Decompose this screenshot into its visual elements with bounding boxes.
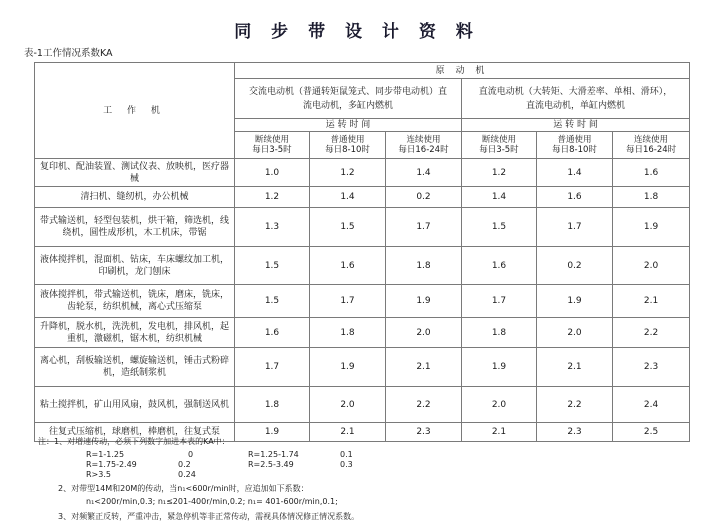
ka-value: 2.1 xyxy=(613,285,690,318)
machine-name: 液体搅拌机，带式输送机，铣床，磨床，铣床，齿轮泵，纺织机械，离心式压缩泵 xyxy=(35,285,235,318)
note-3: 3、对频繁正反转，严重冲击，紧急停机等非正常传动，需视具体情况修正情况系数。 xyxy=(58,512,360,521)
ka-value: 1.9 xyxy=(386,285,462,318)
note-2-detail: n₁<200r/min,0.3; n₁≤201-400r/min,0.2; n₁= 401-600r/min,0.1; xyxy=(86,497,338,506)
ka-value: 1.7 xyxy=(386,208,462,247)
ka-value: 1.6 xyxy=(310,247,386,285)
ka-value: 1.4 xyxy=(310,187,386,208)
ka-value: 1.7 xyxy=(235,348,310,387)
ka-value: 1.9 xyxy=(310,348,386,387)
usage-normal-dc: 普通使用 每日8-10时 xyxy=(537,132,613,159)
table-row xyxy=(35,247,690,285)
ka-value: 2.0 xyxy=(310,387,386,423)
running-time-header-dc: 运 转 时 间 xyxy=(462,119,690,132)
ka-value: 2.3 xyxy=(386,423,462,442)
ratio-value: 0.3 xyxy=(340,460,353,469)
ka-value: 2.0 xyxy=(537,318,613,348)
ratio-range: R=1.75-2.49 xyxy=(86,460,137,469)
ka-value: 1.5 xyxy=(235,285,310,318)
ka-value: 2.3 xyxy=(613,348,690,387)
ka-value: 1.9 xyxy=(613,208,690,247)
ratio-value: 0.2 xyxy=(178,460,191,469)
ac-motor-header: 交流电动机（普通转矩鼠笼式、同步带电动机）直流电动机，多缸内燃机 xyxy=(235,79,462,119)
table-row xyxy=(35,348,690,387)
note-2: 2、对带型14M和20M的传动，当n₁<600r/min时，应追加如下系数： xyxy=(58,484,309,493)
usage-intermittent-ac: 断续使用 每日3-5时 xyxy=(235,132,310,159)
ratio-value: 0.24 xyxy=(178,470,196,479)
prime-mover-header: 原 动 机 xyxy=(235,63,690,79)
table-caption: 表-1工作情况系数KA xyxy=(24,48,113,59)
ka-value: 1.9 xyxy=(235,423,310,442)
ka-value: 1.7 xyxy=(462,285,537,318)
table-row xyxy=(35,187,690,208)
ratio-range: R>3.5 xyxy=(86,470,111,479)
ka-value: 1.4 xyxy=(386,159,462,187)
ka-value: 1.2 xyxy=(235,187,310,208)
machine-name: 粘土搅拌机，矿山用风扇，鼓风机，强制送风机 xyxy=(35,387,235,423)
usage-continuous-ac: 连续使用 每日16-24时 xyxy=(386,132,462,159)
ka-value: 1.9 xyxy=(537,285,613,318)
ka-value: 1.8 xyxy=(386,247,462,285)
ka-value: 2.1 xyxy=(310,423,386,442)
machine-name: 液体搅拌机，混面机、钻床，车床螺纹加工机，印刷机，龙门刨床 xyxy=(35,247,235,285)
ka-value: 1.0 xyxy=(235,159,310,187)
ka-value: 2.2 xyxy=(537,387,613,423)
machine-name: 清扫机、缝纫机，办公机械 xyxy=(35,187,235,208)
machine-name: 升降机，脱水机，洗洗机，发电机，排风机，起重机，激磁机，锯木机，纺织机械 xyxy=(35,318,235,348)
ratio-value: 0.1 xyxy=(340,450,353,459)
ka-value: 1.9 xyxy=(462,348,537,387)
table-row xyxy=(35,285,690,318)
ka-value: 2.1 xyxy=(462,423,537,442)
ka-value: 2.0 xyxy=(613,247,690,285)
ka-value: 1.2 xyxy=(462,159,537,187)
ka-value: 0.2 xyxy=(537,247,613,285)
ka-value: 1.4 xyxy=(537,159,613,187)
ka-value: 1.5 xyxy=(462,208,537,247)
machine-name: 离心机，刮板输送机，螺旋输送机，锤击式粉碎机，造纸制浆机 xyxy=(35,348,235,387)
ka-value: 1.3 xyxy=(235,208,310,247)
ka-value: 1.4 xyxy=(462,187,537,208)
dc-motor-header: 直流电动机（大转矩、大滑差率、单相、滑环），直流电动机，单缸内燃机 xyxy=(462,79,690,119)
ka-value: 2.1 xyxy=(537,348,613,387)
ka-value: 1.8 xyxy=(613,187,690,208)
ka-value: 2.4 xyxy=(613,387,690,423)
usage-continuous-dc: 连续使用 每日16-24时 xyxy=(613,132,690,159)
ka-value: 2.3 xyxy=(537,423,613,442)
ka-value: 1.7 xyxy=(310,285,386,318)
ka-value: 1.8 xyxy=(462,318,537,348)
ka-value: 2.0 xyxy=(462,387,537,423)
ka-value: 1.7 xyxy=(537,208,613,247)
ka-value: 1.6 xyxy=(462,247,537,285)
running-time-header-ac: 运 转 时 间 xyxy=(235,119,462,132)
usage-normal-ac: 普通使用 每日8-10时 xyxy=(310,132,386,159)
ka-value: 2.0 xyxy=(386,318,462,348)
machine-name: 复印机、配油装置、测试仪表、放映机，医疗器械 xyxy=(35,159,235,187)
ka-value: 0.2 xyxy=(386,187,462,208)
machine-name: 带式输送机，轻型包装机，烘干箱，筛选机，线绕机，圆性成形机，木工机床，带锯 xyxy=(35,208,235,247)
ka-value: 2.1 xyxy=(386,348,462,387)
page-title: 同 步 带 设 计 资 料 xyxy=(234,22,480,42)
ka-value: 1.6 xyxy=(235,318,310,348)
ratio-range: R=1-1.25 xyxy=(86,450,125,459)
ka-value: 2.5 xyxy=(613,423,690,442)
ka-value: 1.5 xyxy=(235,247,310,285)
work-machine-header: 工 作 机 xyxy=(35,63,235,159)
ka-value: 1.2 xyxy=(310,159,386,187)
ka-value: 1.8 xyxy=(235,387,310,423)
ka-value: 1.5 xyxy=(310,208,386,247)
ka-value: 1.8 xyxy=(310,318,386,348)
ka-value: 2.2 xyxy=(386,387,462,423)
table-row xyxy=(35,387,690,423)
ratio-range: R=1.25-1.74 xyxy=(248,450,299,459)
ka-value: 1.6 xyxy=(537,187,613,208)
usage-intermittent-dc: 断续使用 每日3-5时 xyxy=(462,132,537,159)
ka-factor-table xyxy=(34,62,690,442)
table-row xyxy=(35,159,690,187)
ratio-value: 0 xyxy=(188,450,194,459)
ratio-range: R=2.5-3.49 xyxy=(248,460,294,469)
table-row xyxy=(35,318,690,348)
ka-value: 1.6 xyxy=(613,159,690,187)
ka-value: 2.2 xyxy=(613,318,690,348)
table-row xyxy=(35,208,690,247)
note-1: 注：1、对增速传动，必须下列数字加进本表的KA中： xyxy=(38,437,230,446)
machine-name: 往复式压缩机，球磨机，棒磨机，往复式泵 xyxy=(35,423,235,442)
